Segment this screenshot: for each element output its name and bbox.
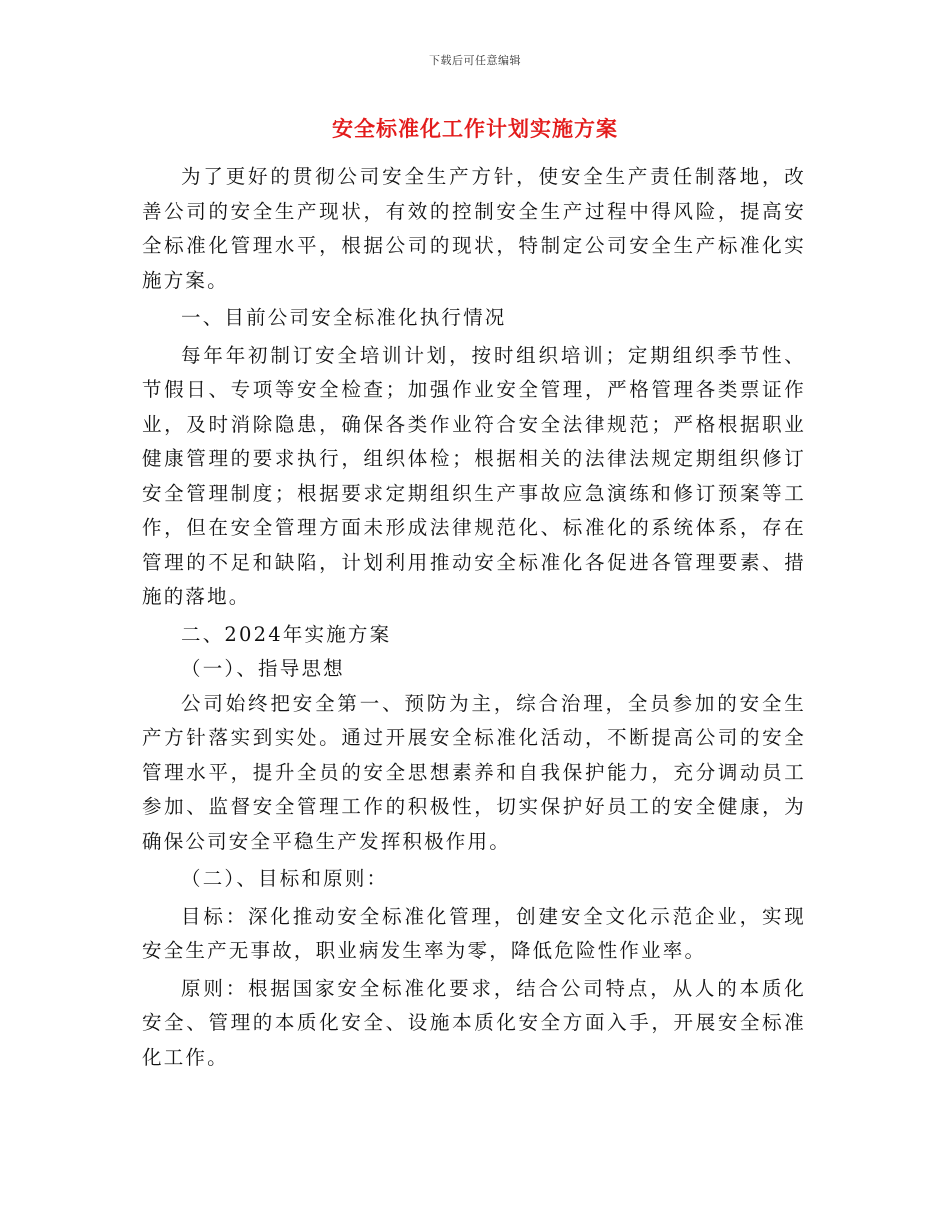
section-heading-2: 二、2024年实施方案: [181, 622, 392, 646]
document-body: [142, 160, 806, 1075]
section-heading-1: 一、目前公司安全标准化执行情况: [181, 306, 507, 329]
guiding-thought-paragraph: 公司始终把安全第一、预防为主，综合治理，全员参加的安全生产方针落实到实处。通过开展安全标准化活动，不断提高公司的安全管理水平，提升全员的安全思想素养和自我保护能力，充分调动员工参加、监督安全管理工作的积极性，切实保护好员工的安全健康，为确保公司安全平稳生产发挥积极作用。: [142, 691, 806, 853]
status-paragraph: 每年年初制订安全培训计划，按时组织培训；定期组织季节性、节假日、专项等安全检查；加强作业安全管理，严格管理各类票证作业，及时消除隐患，确保各类作业符合安全法律规范；严格根据职业健康管理的要求执行，组织体检；根据相关的法律法规定期组织修订安全管理制度；根据要求定期组织生产事故应急演练和修订预案等工作，但在安全管理方面未形成法律规范化、标准化的系统体系，存在管理的不足和缺陷，计划利用推动安全标准化各促进各管理要素、措施的落地。: [142, 343, 806, 608]
principle-paragraph: 原则：根据国家安全标准化要求，结合公司特点，从人的本质化安全、管理的本质化安全、设施本质化安全方面入手，开展安全标准化工作。: [142, 976, 806, 1069]
intro-paragraph: 为了更好的贯彻公司安全生产方针，使安全生产责任制落地，改善公司的安全生产现状，有效的控制安全生产过程中得风险，提高安全标准化管理水平，根据公司的现状，特制定公司安全生产标准化实施方案。: [142, 165, 806, 292]
header-note: 下载后可任意编辑: [429, 54, 521, 67]
goal-paragraph: 目标：深化推动安全标准化管理，创建安全文化示范企业，实现安全生产无事故，职业病发生率为零，降低危险性作业率。: [142, 904, 806, 962]
subsection-heading-1: （一）、指导思想: [181, 657, 345, 680]
document-title: 安全标准化工作计划实施方案: [332, 116, 618, 141]
subsection-heading-2: （二）、目标和原则：: [181, 867, 389, 890]
